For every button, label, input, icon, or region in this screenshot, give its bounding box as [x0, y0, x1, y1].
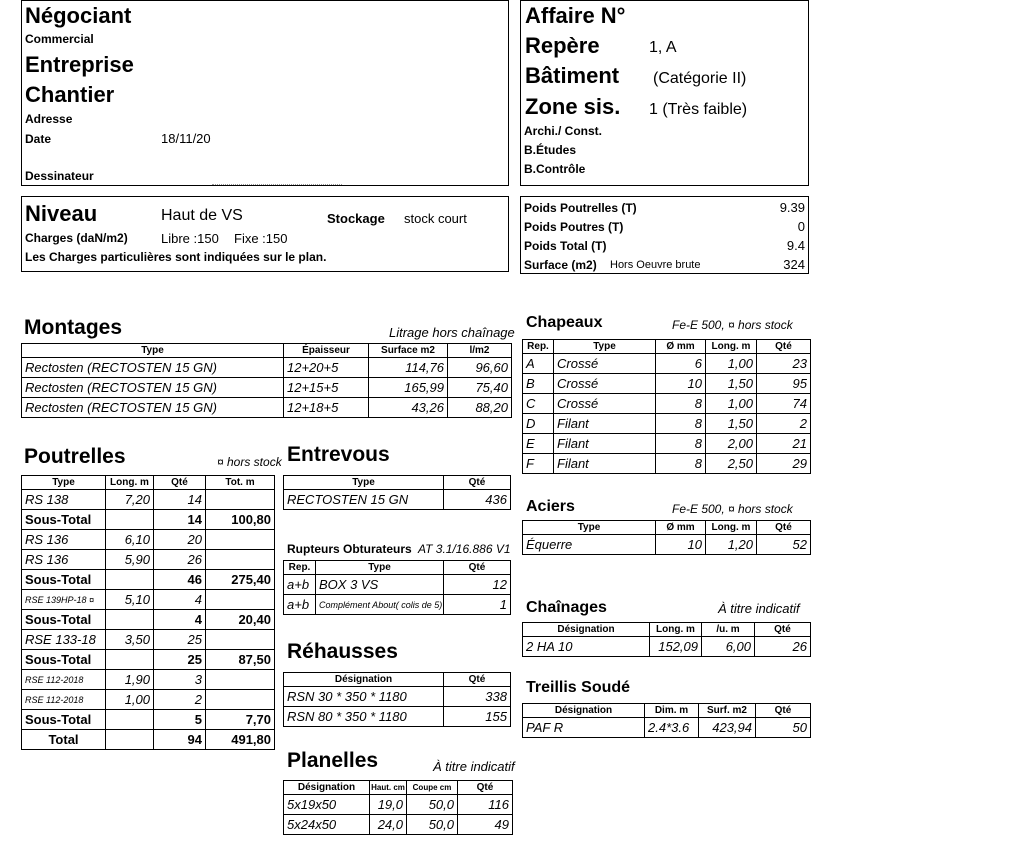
- montages-cell: 88,20: [448, 398, 512, 418]
- chainages-cell: 26: [755, 637, 811, 657]
- negociant-label: Négociant: [25, 3, 132, 28]
- poutrelles-cell: RS 136: [22, 530, 106, 550]
- rehausses-header-designation: Désignation: [284, 673, 444, 687]
- planelles-cell: 24,0: [370, 815, 407, 835]
- poutrelles-cell: [206, 630, 275, 650]
- betudes-label: B.Études: [524, 143, 577, 157]
- poutrelles-cell: 14: [154, 490, 206, 510]
- planelles-cell: 116: [458, 795, 513, 815]
- charges-libre: Libre :150: [161, 231, 219, 246]
- chapeaux-note: Fe-E 500, ¤ hors stock: [672, 318, 793, 332]
- entrevous-title: Entrevous: [287, 443, 390, 466]
- poutrelles-cell: 46: [154, 570, 206, 590]
- table-row: [22, 590, 275, 610]
- montages-cell: Rectosten (RECTOSTEN 15 GN): [22, 398, 284, 418]
- poutrelles-cell: 5,90: [106, 550, 154, 570]
- chapeaux-cell: Crossé: [554, 354, 656, 374]
- table-row: [22, 398, 512, 418]
- poids-poutrelles-value: 9.39: [779, 200, 805, 215]
- planelles-header-designation: Désignation: [284, 781, 370, 795]
- poutrelles-cell: [206, 490, 275, 510]
- chainages-cell: 152,09: [650, 637, 702, 657]
- dessinateur-label: Dessinateur: [25, 169, 94, 183]
- rehausses-title: Réhausses: [287, 640, 398, 663]
- montages-header-row: [22, 344, 512, 358]
- planelles-header-haut: Haut. cm: [370, 781, 407, 795]
- niveau-value: Haut de VS: [161, 207, 243, 224]
- table-row: [284, 595, 511, 615]
- aciers-cell: Équerre: [523, 535, 656, 555]
- poutrelles-cell: 3,50: [106, 630, 154, 650]
- table-row: [523, 354, 811, 374]
- montages-table: [21, 343, 512, 418]
- repere-label: Repère: [525, 33, 600, 58]
- poutrelles-cell: 20,40: [206, 610, 275, 630]
- subtotal-row: [22, 710, 275, 730]
- rehausses-header-qte: Qté: [444, 673, 511, 687]
- planelles-cell: 49: [458, 815, 513, 835]
- table-row: [284, 575, 511, 595]
- rupteurs-header-rep: Rep.: [284, 561, 316, 575]
- planelles-cell: 50,0: [407, 795, 458, 815]
- chapeaux-cell: 1,50: [706, 374, 757, 394]
- table-row: [523, 535, 811, 555]
- chantier-label: Chantier: [25, 82, 115, 107]
- table-row: [284, 490, 511, 510]
- rehausses-cell: RSN 30 * 350 * 1180: [284, 687, 444, 707]
- poids-poutres-label: Poids Poutres (T): [524, 220, 624, 234]
- zone-value: 1 (Très faible): [649, 101, 748, 118]
- table-row: [22, 530, 275, 550]
- planelles-title: Planelles: [287, 749, 379, 772]
- table-row: [284, 687, 511, 707]
- poutrelles-cell: [106, 570, 154, 590]
- treillis-header-designation: Désignation: [523, 704, 645, 718]
- table-row: [523, 454, 811, 474]
- aciers-table: [522, 520, 811, 555]
- total-row: [22, 730, 275, 750]
- poutrelles-cell: RSE 139HP-18 ¤: [22, 590, 106, 610]
- chapeaux-cell: 8: [656, 394, 706, 414]
- poutrelles-cell: Sous-Total: [22, 650, 106, 670]
- planelles-header-qte: Qté: [458, 781, 513, 795]
- poutrelles-title: Poutrelles: [24, 445, 126, 468]
- chapeaux-cell: Crossé: [554, 374, 656, 394]
- chainages-title: Chaînages: [526, 599, 607, 616]
- rupteurs-title: Rupteurs Obturateurs: [287, 542, 412, 556]
- poids-poutres-value: 0: [797, 219, 805, 234]
- stockage-label: Stockage: [327, 211, 385, 226]
- chapeaux-cell: 8: [656, 414, 706, 434]
- treillis-cell: 2.4*3.6: [645, 718, 699, 738]
- chapeaux-cell: Filant: [554, 434, 656, 454]
- header-right-box: [520, 0, 809, 186]
- table-row: [22, 690, 275, 710]
- treillis-cell: 423,94: [699, 718, 756, 738]
- aciers-cell: 1,20: [706, 535, 757, 555]
- montages-header-type: Type: [22, 344, 284, 358]
- poutrelles-cell: Sous-Total: [22, 510, 106, 530]
- chapeaux-cell: C: [523, 394, 554, 414]
- chapeaux-table: [522, 339, 811, 474]
- poutrelles-note: ¤ hors stock: [217, 455, 282, 469]
- poutrelles-cell: 14: [154, 510, 206, 530]
- poutrelles-cell: 4: [154, 610, 206, 630]
- aciers-title: Aciers: [526, 498, 575, 515]
- bcontrole-label: B.Contrôle: [524, 162, 586, 176]
- poutrelles-cell: 491,80: [206, 730, 275, 750]
- poutrelles-cell: 25: [154, 630, 206, 650]
- poids-box: [520, 196, 809, 274]
- poutrelles-cell: [206, 590, 275, 610]
- planelles-cell: 19,0: [370, 795, 407, 815]
- chainages-note: À titre indicatif: [718, 601, 800, 616]
- montages-header-surface: Surface m2: [369, 344, 448, 358]
- poutrelles-cell: RS 136: [22, 550, 106, 570]
- charges-label: Charges (daN/m2): [25, 231, 128, 245]
- rupteurs-cell: BOX 3 VS: [316, 575, 444, 595]
- poutrelles-cell: Sous-Total: [22, 610, 106, 630]
- surface-label: Surface (m2): [524, 258, 597, 272]
- chapeaux-title: Chapeaux: [526, 314, 603, 331]
- chapeaux-cell: 2,50: [706, 454, 757, 474]
- poutrelles-cell: Sous-Total: [22, 570, 106, 590]
- chainages-table: [522, 622, 811, 657]
- poutrelles-cell: 6,10: [106, 530, 154, 550]
- chapeaux-header-qte: Qté: [757, 340, 811, 354]
- rupteurs-cell: Complément About( colis de 5): [316, 595, 444, 615]
- rupteurs-cell: 1: [444, 595, 511, 615]
- table-row: [284, 815, 513, 835]
- poids-total-value: 9.4: [786, 238, 805, 253]
- table-row: [523, 414, 811, 434]
- charges-fixe: Fixe :150: [234, 231, 288, 246]
- rupteurs-cell: a+b: [284, 595, 316, 615]
- table-row: [284, 707, 511, 727]
- chapeaux-cell: 1,00: [706, 394, 757, 414]
- aciers-header-long: Long. m: [706, 521, 757, 535]
- batiment-value: (Catégorie II): [653, 70, 747, 87]
- treillis-header-qte: Qté: [756, 704, 811, 718]
- montages-cell: 43,26: [369, 398, 448, 418]
- treillis-table: [522, 703, 811, 738]
- rehausses-header-row: [284, 673, 511, 687]
- charges-note: Les Charges particulières sont indiquées sur le plan.: [25, 250, 327, 264]
- poutrelles-cell: [106, 710, 154, 730]
- montages-cell: 12+15+5: [284, 378, 369, 398]
- poutrelles-cell: [106, 730, 154, 750]
- zone-label: Zone sis.: [525, 94, 621, 119]
- poutrelles-cell: RSE 112-2018: [22, 670, 106, 690]
- montages-note: Litrage hors chaînage: [389, 325, 515, 340]
- chapeaux-cell: 29: [757, 454, 811, 474]
- chapeaux-cell: E: [523, 434, 554, 454]
- planelles-header-row: [284, 781, 513, 795]
- subtotal-row: [22, 510, 275, 530]
- chapeaux-cell: 1,00: [706, 354, 757, 374]
- poutrelles-cell: [206, 690, 275, 710]
- rehausses-table: [283, 672, 511, 727]
- rupteurs-header-row: [284, 561, 511, 575]
- poutrelles-cell: 20: [154, 530, 206, 550]
- poutrelles-cell: [206, 550, 275, 570]
- poids-total-label: Poids Total (T): [524, 239, 607, 253]
- planelles-cell: 5x24x50: [284, 815, 370, 835]
- treillis-cell: PAF R: [523, 718, 645, 738]
- chapeaux-cell: 95: [757, 374, 811, 394]
- niveau-box: [21, 196, 509, 272]
- chapeaux-header-type: Type: [554, 340, 656, 354]
- planelles-cell: 5x19x50: [284, 795, 370, 815]
- poutrelles-cell: RSE 133-18: [22, 630, 106, 650]
- chapeaux-cell: B: [523, 374, 554, 394]
- date-value: 18/11/20: [161, 131, 211, 146]
- poutrelles-cell: 100,80: [206, 510, 275, 530]
- batiment-label: Bâtiment: [525, 63, 620, 88]
- montages-cell: 12+18+5: [284, 398, 369, 418]
- montages-cell: 165,99: [369, 378, 448, 398]
- poutrelles-cell: RS 138: [22, 490, 106, 510]
- table-row: [22, 630, 275, 650]
- rehausses-cell: 155: [444, 707, 511, 727]
- chapeaux-cell: 8: [656, 434, 706, 454]
- treillis-header-dim: Dim. m: [645, 704, 699, 718]
- repere-value: 1, A: [649, 39, 677, 56]
- chainages-header-um: /u. m: [702, 623, 755, 637]
- chapeaux-cell: 21: [757, 434, 811, 454]
- chapeaux-header-long: Long. m: [706, 340, 757, 354]
- chainages-cell: 2 HA 10: [523, 637, 650, 657]
- rupteurs-cell: a+b: [284, 575, 316, 595]
- poutrelles-header-qte: Qté: [154, 476, 206, 490]
- treillis-header-row: [523, 704, 811, 718]
- poutrelles-cell: 1,90: [106, 670, 154, 690]
- chainages-header-row: [523, 623, 811, 637]
- planelles-cell: 50,0: [407, 815, 458, 835]
- chapeaux-cell: 6: [656, 354, 706, 374]
- aciers-cell: 52: [757, 535, 811, 555]
- chapeaux-cell: 10: [656, 374, 706, 394]
- treillis-cell: 50: [756, 718, 811, 738]
- subtotal-row: [22, 610, 275, 630]
- date-label: Date: [25, 132, 52, 146]
- poutrelles-cell: 3: [154, 670, 206, 690]
- chapeaux-cell: Filant: [554, 454, 656, 474]
- montages-cell: 12+20+5: [284, 358, 369, 378]
- commercial-label: Commercial: [25, 32, 94, 46]
- montages-header-epaisseur: Épaisseur: [284, 344, 369, 358]
- entrevous-cell: 436: [444, 490, 511, 510]
- poutrelles-cell: [106, 510, 154, 530]
- chapeaux-cell: 23: [757, 354, 811, 374]
- poutrelles-header-row: [22, 476, 275, 490]
- poutrelles-cell: [206, 530, 275, 550]
- treillis-title: Treillis Soudé: [526, 679, 631, 696]
- chapeaux-cell: 1,50: [706, 414, 757, 434]
- stockage-value: stock court: [404, 211, 467, 226]
- poutrelles-cell: 26: [154, 550, 206, 570]
- chapeaux-cell: 74: [757, 394, 811, 414]
- chainages-header-qte: Qté: [755, 623, 811, 637]
- planelles-table: [283, 780, 513, 835]
- montages-title: Montages: [24, 316, 123, 339]
- chapeaux-cell: D: [523, 414, 554, 434]
- chapeaux-cell: Filant: [554, 414, 656, 434]
- table-row: [523, 718, 811, 738]
- table-row: [523, 374, 811, 394]
- subtotal-row: [22, 650, 275, 670]
- montages-cell: Rectosten (RECTOSTEN 15 GN): [22, 378, 284, 398]
- chapeaux-header-rep: Rep.: [523, 340, 554, 354]
- table-row: [22, 490, 275, 510]
- aciers-header-qte: Qté: [757, 521, 811, 535]
- rupteurs-cell: 12: [444, 575, 511, 595]
- entrevous-table: [283, 475, 511, 510]
- montages-cell: Rectosten (RECTOSTEN 15 GN): [22, 358, 284, 378]
- aciers-header-row: [523, 521, 811, 535]
- niveau-label: Niveau: [25, 201, 98, 226]
- table-row: [523, 637, 811, 657]
- surface-value: 324: [783, 257, 805, 272]
- entrevous-cell: RECTOSTEN 15 GN: [284, 490, 444, 510]
- montages-cell: 96,60: [448, 358, 512, 378]
- chapeaux-cell: 2: [757, 414, 811, 434]
- aciers-note: Fe-E 500, ¤ hors stock: [672, 502, 793, 516]
- subtotal-row: [22, 570, 275, 590]
- poutrelles-cell: RSE 112-2018: [22, 690, 106, 710]
- header-left-box: [21, 0, 509, 186]
- table-row: [22, 550, 275, 570]
- poutrelles-cell: 94: [154, 730, 206, 750]
- poutrelles-cell: 275,40: [206, 570, 275, 590]
- entrevous-header-qte: Qté: [444, 476, 511, 490]
- rupteurs-note: AT 3.1/16.886 V1: [418, 542, 511, 556]
- poutrelles-cell: Total: [22, 730, 106, 750]
- poutrelles-header-long: Long. m: [106, 476, 154, 490]
- rehausses-cell: RSN 80 * 350 * 1180: [284, 707, 444, 727]
- chapeaux-cell: 8: [656, 454, 706, 474]
- chapeaux-cell: Crossé: [554, 394, 656, 414]
- poutrelles-cell: 5: [154, 710, 206, 730]
- poutrelles-header-tot: Tot. m: [206, 476, 275, 490]
- poutrelles-cell: 7,70: [206, 710, 275, 730]
- rehausses-cell: 338: [444, 687, 511, 707]
- affaire-label: Affaire N°: [525, 3, 626, 28]
- poutrelles-cell: 7,20: [106, 490, 154, 510]
- poids-poutrelles-label: Poids Poutrelles (T): [524, 201, 637, 215]
- table-row: [523, 394, 811, 414]
- poutrelles-cell: [106, 650, 154, 670]
- chapeaux-cell: F: [523, 454, 554, 474]
- planelles-note: À titre indicatif: [433, 759, 515, 774]
- poutrelles-cell: [206, 670, 275, 690]
- poutrelles-header-type: Type: [22, 476, 106, 490]
- rupteurs-header-type: Type: [316, 561, 444, 575]
- table-row: [523, 434, 811, 454]
- montages-cell: 75,40: [448, 378, 512, 398]
- chainages-header-designation: Désignation: [523, 623, 650, 637]
- aciers-header-diam: Ø mm: [656, 521, 706, 535]
- aciers-cell: 10: [656, 535, 706, 555]
- poutrelles-cell: 1,00: [106, 690, 154, 710]
- treillis-header-surf: Surf. m2: [699, 704, 756, 718]
- chapeaux-header-row: [523, 340, 811, 354]
- rupteurs-table: [283, 560, 511, 615]
- poutrelles-table: [21, 475, 275, 750]
- adresse-label: Adresse: [25, 112, 73, 126]
- chapeaux-cell: A: [523, 354, 554, 374]
- poutrelles-cell: 2: [154, 690, 206, 710]
- rupteurs-header-qte: Qté: [444, 561, 511, 575]
- montages-header-lm2: l/m2: [448, 344, 512, 358]
- entrevous-header-row: [284, 476, 511, 490]
- poutrelles-cell: 87,50: [206, 650, 275, 670]
- table-row: [22, 358, 512, 378]
- planelles-header-coupe: Coupe cm: [407, 781, 458, 795]
- chapeaux-header-diam: Ø mm: [656, 340, 706, 354]
- table-row: [22, 378, 512, 398]
- chapeaux-cell: 2,00: [706, 434, 757, 454]
- table-row: [22, 670, 275, 690]
- entreprise-label: Entreprise: [25, 52, 134, 77]
- aciers-header-type: Type: [523, 521, 656, 535]
- poutrelles-cell: 25: [154, 650, 206, 670]
- table-row: [284, 795, 513, 815]
- surface-sub: Hors Oeuvre brute: [610, 259, 701, 271]
- entrevous-header-type: Type: [284, 476, 444, 490]
- poutrelles-cell: Sous-Total: [22, 710, 106, 730]
- poutrelles-cell: 5,10: [106, 590, 154, 610]
- poutrelles-cell: 4: [154, 590, 206, 610]
- dessinateur-line: [212, 184, 342, 185]
- montages-cell: 114,76: [369, 358, 448, 378]
- chainages-cell: 6,00: [702, 637, 755, 657]
- archi-label: Archi./ Const.: [524, 124, 603, 138]
- chainages-header-long: Long. m: [650, 623, 702, 637]
- poutrelles-cell: [106, 610, 154, 630]
